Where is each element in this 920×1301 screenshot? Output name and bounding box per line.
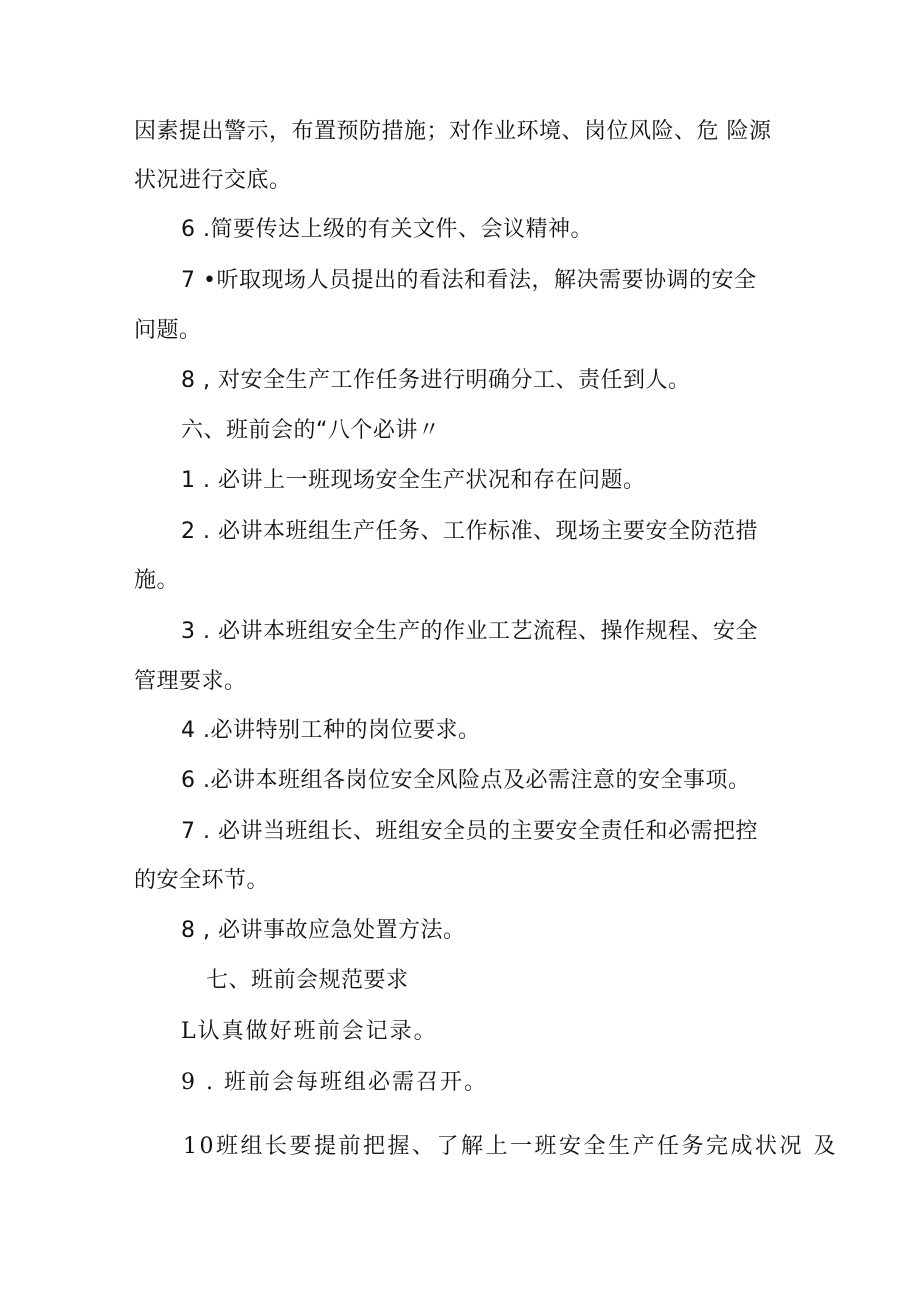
- list-item-line: 9 . 班前会每班组必需召开。: [181, 1070, 488, 1095]
- section-heading: 六、班前会的“八个必讲〃: [181, 418, 441, 443]
- list-item-line: 4 .必讲特别工种的岗位要求。: [181, 718, 481, 743]
- list-item-line: 8 , 必讲事故应急处置方法。: [181, 918, 466, 943]
- paragraph-line: 管理要求。: [134, 669, 247, 694]
- section-heading: 七、班前会规范要求: [206, 968, 409, 993]
- paragraph-line: 的安全环节。: [134, 868, 270, 893]
- paragraph-line: 状况进行交底。: [134, 168, 292, 193]
- paragraph-line: 问题。: [134, 318, 202, 343]
- list-item-line: 7 . 必讲当班组长、班组安全员的主要安全责任和必需把控: [181, 819, 758, 844]
- list-item-line: 1 . 必讲上一班现场安全生产状况和存在问题。: [181, 468, 646, 493]
- list-item-line: 7 •听取现场人员提出的看法和看法，解决需要协调的安全: [181, 268, 757, 293]
- list-item-line: 8 , 对安全生产工作任务进行明确分工、责任到人。: [181, 368, 691, 393]
- list-item-line: 6 .必讲本班组各岗位安全风险点及必需注意的安全事项。: [181, 768, 751, 793]
- paragraph-line: 因素提出警示，布置预防措施；对作业环境、岗位风险、危 险源: [134, 119, 772, 144]
- list-item-line: 6 .简要传达上级的有关文件、会议精神。: [181, 217, 593, 242]
- paragraph-line: 施。: [134, 568, 180, 593]
- list-item-line: 3 . 必讲本班组安全生产的作业工艺流程、操作规程、安全: [181, 619, 758, 644]
- list-item-line: 2 . 必讲本班组生产任务、工作标准、现场主要安全防范措: [181, 519, 758, 544]
- list-item-line: L认真做好班前会记录。: [181, 1019, 438, 1044]
- list-item-line: 10班组长要提前把握、了解上一班安全生产任务完成状况 及: [183, 1134, 838, 1159]
